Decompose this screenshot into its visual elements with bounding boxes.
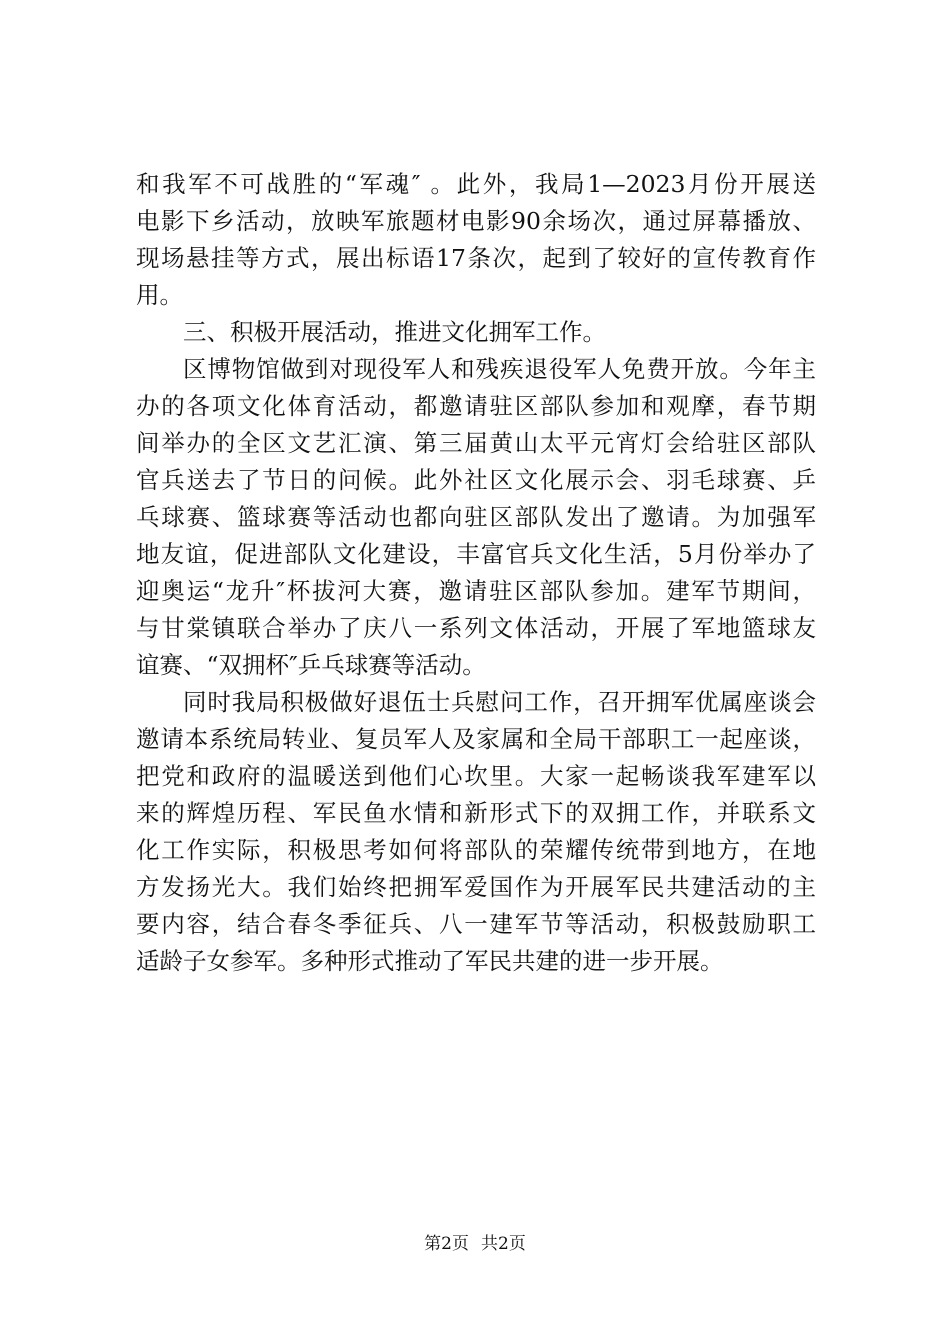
text-line: 迎奥运“龙升″杯拔河大赛，邀请驻区部队参加。建军节期间， xyxy=(136,577,816,605)
text-line: 现场悬挂等方式，展出标语17条次，起到了较好的宣传教育作 xyxy=(136,244,816,272)
text-line: 三、积极开展活动，推进文化拥军工作。 xyxy=(183,318,606,346)
text-line: 把党和政府的温暖送到他们心坎里。大家一起畅谈我军建军以 xyxy=(136,762,816,790)
text-line: 地友谊，促进部队文化建设，丰富官兵文化生活，5月份举办了 xyxy=(136,540,816,568)
text-line: 化工作实际，积极思考如何将部队的荣耀传统带到地方，在地 xyxy=(136,836,816,864)
text-line: 与甘棠镇联合举办了庆八一系列文体活动，开展了军地篮球友 xyxy=(136,614,816,642)
text-line: 要内容，结合春冬季征兵、八一建军节等活动，积极鼓励职工 xyxy=(136,910,816,938)
page-footer xyxy=(0,1233,950,1255)
text-line: 办的各项文化体育活动，都邀请驻区部队参加和观摩，春节期 xyxy=(136,392,816,420)
text-line: 方发扬光大。我们始终把拥军爱国作为开展军民共建活动的主 xyxy=(136,873,816,901)
text-line: 区博物馆做到对现役军人和残疾退役军人免费开放。今年主 xyxy=(183,355,816,383)
text-line: 谊赛、“双拥杯″乒乓球赛等活动。 xyxy=(136,651,486,679)
text-line: 邀请本系统局转业、复员军人及家属和全局干部职工一起座谈， xyxy=(136,725,816,753)
text-line: 适龄子女参军。多种形式推动了军民共建的进一步开展。 xyxy=(136,947,724,975)
text-line: 同时我局积极做好退伍士兵慰问工作，召开拥军优属座谈会 xyxy=(183,688,816,716)
page-number: 第2页 xyxy=(424,1234,469,1254)
text-line: 用。 xyxy=(136,281,183,309)
document-body xyxy=(136,166,816,980)
text-line: 乓球赛、篮球赛等活动也都向驻区部队发出了邀请。为加强军 xyxy=(136,503,816,531)
text-line: 官兵送去了节日的问候。此外社区文化展示会、羽毛球赛、乒 xyxy=(136,466,816,494)
page-total: 共2页 xyxy=(481,1234,526,1254)
text-line: 电影下乡活动，放映军旅题材电影90余场次，通过屏幕播放、 xyxy=(136,207,816,235)
text-line: 间举办的全区文艺汇演、第三届黄山太平元宵灯会给驻区部队 xyxy=(136,429,816,457)
text-line: 和我军不可战胜的“军魂″ 。此外，我局1—2023月份开展送 xyxy=(136,170,816,198)
text-line: 来的辉煌历程、军民鱼水情和新形式下的双拥工作，并联系文 xyxy=(136,799,816,827)
